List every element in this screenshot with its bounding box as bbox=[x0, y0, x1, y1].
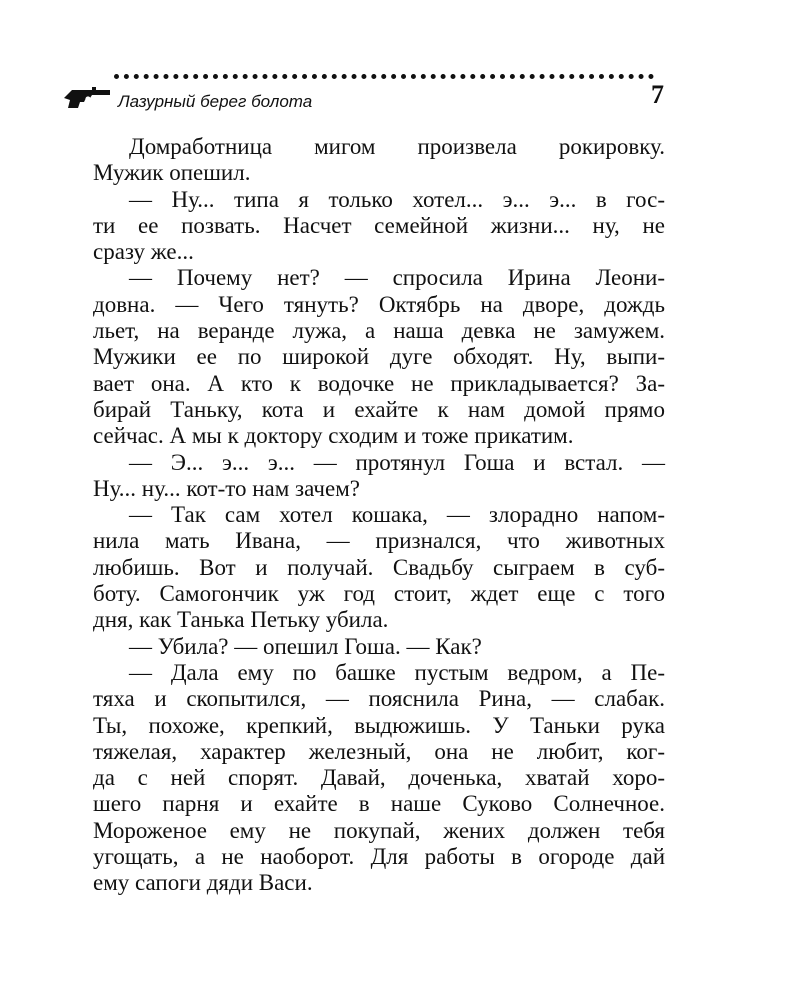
text-line: угощать, а не наоборот. Для работы в огороде дай bbox=[93, 844, 665, 870]
text-line: — Э... э... э... — протянул Гоша и встал. — bbox=[129, 449, 665, 475]
revolver-icon bbox=[62, 84, 112, 110]
text-line: шего парня и ехайте в наше Суково Солнечное. bbox=[93, 791, 665, 817]
text-line: Ну... ну... кот-то нам зачем? bbox=[93, 475, 360, 501]
text-line: Мороженое ему не покупай, жених должен тебя bbox=[93, 817, 665, 843]
text-line: Ты, похоже, крепкий, выдюжишь. У Таньки рука bbox=[93, 712, 665, 738]
text-line: льет, на веранде лужа, а наша девка не замужем. bbox=[93, 318, 665, 344]
text-line: ти ее позвать. Насчет семейной жизни... ну, не bbox=[93, 212, 665, 238]
text-line: Домработница мигом произвела рокировку. bbox=[129, 134, 665, 159]
text-line: тяха и скопытился, — пояснила Рина, — слабак. bbox=[93, 686, 665, 712]
running-title: Лазурный берег болота bbox=[118, 92, 313, 111]
text-line: да с ней спорят. Давай, доченька, хватай хоро- bbox=[93, 765, 665, 791]
text-line: дня, как Танька Петьку убила. bbox=[93, 607, 389, 633]
text-line: боту. Самогончик уж год стоит, ждет еще с того bbox=[93, 581, 665, 607]
text-line: Мужики ее по широкой дуге обходят. Ну, выпи- bbox=[93, 344, 665, 370]
text-line: сразу же... bbox=[93, 239, 194, 265]
text-line: довна. — Чего тянуть? Октябрь на дворе, дождь bbox=[93, 291, 665, 317]
text-line: — Ну... типа я только хотел... э... э... в гос- bbox=[129, 186, 665, 212]
text-line: — Дала ему по башке пустым ведром, а Пе- bbox=[129, 659, 665, 685]
text-line: сейчас. А мы к доктору сходим и тоже прикатим. bbox=[93, 423, 574, 449]
text-line: — Так сам хотел кошака, — злорадно напом- bbox=[129, 502, 665, 528]
body-text bbox=[93, 134, 665, 897]
header-dotted-rule bbox=[114, 74, 654, 93]
text-line: — Почему нет? — спросила Ирина Леони- bbox=[129, 265, 665, 291]
text-line: ему сапоги дяди Васи. bbox=[93, 870, 313, 896]
text-line: бирай Таньку, кота и ехайте к нам домой прямо bbox=[93, 396, 665, 422]
text-line: тяжелая, характер железный, она не любит, ког- bbox=[93, 738, 665, 764]
text-line: вает она. А кто к водочке не прикладывается? За- bbox=[93, 370, 665, 396]
text-line: — Убила? — опешил Гоша. — Как? bbox=[129, 633, 482, 659]
page-number: 7 bbox=[651, 80, 664, 109]
text-line: любишь. Вот и получай. Свадьбу сыграем в суб- bbox=[93, 554, 665, 580]
text-line: Мужик опешил. bbox=[93, 160, 251, 186]
page-header bbox=[62, 70, 670, 120]
text-line: нила мать Ивана, — признался, что животных bbox=[93, 528, 665, 554]
